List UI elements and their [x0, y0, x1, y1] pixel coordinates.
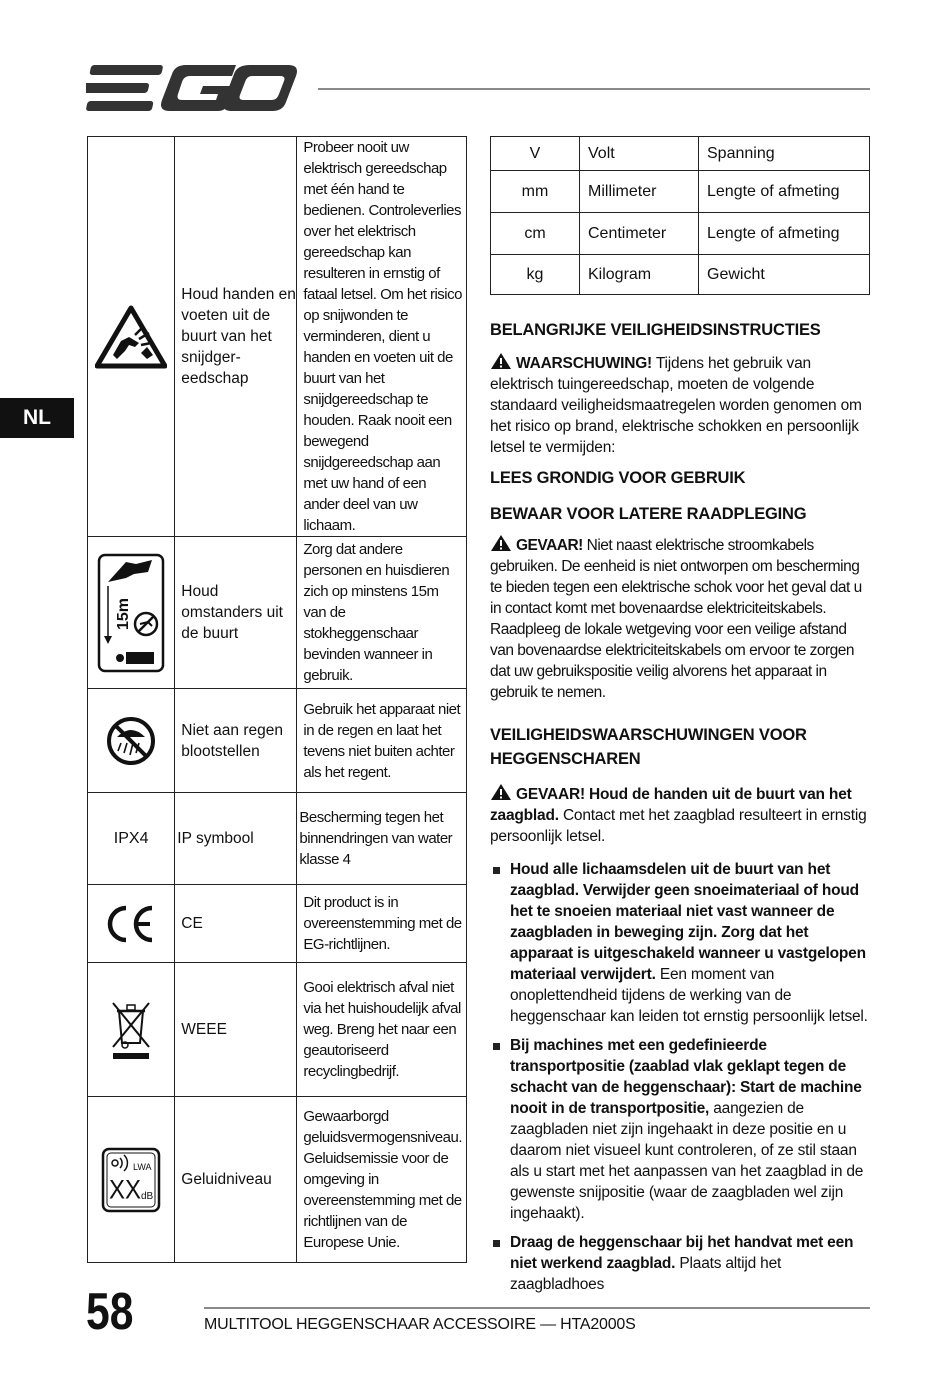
- symbol-description: Gewaarborgd geluidsvermogensniveau. Geluidsemissie voor de omgeving in overeenstemming met de richtlijnen van de Europese Unie.: [297, 1097, 467, 1263]
- symbol-name: IP symbool: [175, 793, 297, 885]
- safety-heading: BELANGRIJKE VEILIGHEIDSINSTRUCTIES: [490, 321, 821, 339]
- sound-value-label: XX: [109, 1175, 142, 1205]
- unit-name: Centimeter: [580, 213, 699, 255]
- safety-section: [490, 318, 872, 1303]
- unit-name: Millimeter: [580, 171, 699, 213]
- keep-heading: BEWAAR VOOR LATERE RAADPLEGING: [490, 505, 807, 523]
- db-unit-label: dB: [141, 1190, 154, 1202]
- warning-paragraph: [490, 352, 872, 458]
- unit-meaning: Lengte of afmeting: [699, 171, 870, 213]
- hedge-heading: VEILIGHEIDSWAARSCHUWINGEN VOOR HEGGENSCHAREN: [490, 726, 807, 768]
- read-heading: LEES GRONDIG VOOR GEBRUIK: [490, 469, 746, 487]
- table-row: [88, 963, 467, 1097]
- ce-mark-icon: [104, 904, 158, 944]
- list-item: Houd alle lichaamsdelen uit de buurt van het zaagblad. Verwijder geen snoeimateriaal of houd het te snoeien materiaal niet vast wanneer de zaagbladen in beweging zijn. Zorg dat het apparaat is uitgeschakeld wanneer u vastgelopen materiaal verwijdert. Een moment van onoplettendheid tijdens de werking van de heggenschaar kan leiden tot ernstig persoonlijk letsel.: [490, 859, 872, 1027]
- warning-label: WAARSCHUWING!: [516, 355, 653, 372]
- table-row: [88, 1097, 467, 1263]
- symbol-description: Zorg dat andere personen en huisdieren zich op minstens 15m van de stokheggenschaar bevinden wanneer in gebruik.: [297, 537, 467, 689]
- symbol-name: Niet aan regen blootstellen: [175, 689, 297, 793]
- unit-symbol: kg: [491, 255, 580, 295]
- symbol-name: Geluidniveau: [175, 1097, 297, 1263]
- symbol-description: Gooi elektrisch afval niet via het huishoudelijk afval weg. Breng het naar een geautoriseerd recyclingbedrijf.: [297, 963, 467, 1097]
- distance-label: 15m: [115, 597, 133, 630]
- table-row: [88, 689, 467, 793]
- symbol-name: Houd handen en voeten uit de buurt van het snijdger-eedschap: [175, 137, 297, 537]
- table-row: [88, 137, 467, 537]
- danger-label: GEVAAR!: [516, 537, 583, 554]
- list-item: Bij machines met een gedefinieerde transportpositie (zaablad vlak geklapt tegen de schacht van de heggenschaar): Start de machine nooit in de transportpositie, aangezien de zaagbladen niet zijn ingehaakt in deze positie en u daarom niet visueel kunt controleren, of ze stil staan als u start met het aanpassen van het zaagblad in de gewenste snijpositie (waar de zaagbladen wel zijn ingehaakt).: [490, 1035, 872, 1224]
- unit-name: Kilogram: [580, 255, 699, 295]
- ipx4-label: IPX4: [88, 793, 175, 885]
- danger-label: GEVAAR!: [516, 786, 585, 803]
- footer-title: MULTITOOL HEGGENSCHAAR ACCESSOIRE — HTA2000S: [204, 1316, 636, 1333]
- symbol-name: WEEE: [175, 963, 297, 1097]
- unit-meaning: Lengte of afmeting: [699, 213, 870, 255]
- weee-bin-icon: [109, 999, 153, 1061]
- symbol-description: Gebruik het apparaat niet in de regen en laat het tevens niet buiten achter als het regent.: [297, 689, 467, 793]
- sound-level-icon: [101, 1147, 161, 1213]
- bystander-distance-icon: [96, 552, 166, 674]
- no-rain-icon: [105, 715, 157, 767]
- header-rule: [318, 88, 870, 90]
- symbol-name: CE: [175, 885, 297, 963]
- footer-rule: [204, 1307, 870, 1309]
- danger-text: Niet naast elektrische stroomkabels gebruiken. De eenheid is niet ontworpen om bescherming te bieden tegen een elektrische schok voor het geval dat u in contact komt met bovenaardse elektriciteitskabels. Raadpleeg de lokale wetgeving voor een veilige afstand van bovenaardse elektriciteitskabels om ervoor te zorgen dat uw gebruikspositie veilig alvorens het apparaat in gebruik te nemen.: [490, 537, 862, 701]
- language-tab: NL: [0, 398, 74, 438]
- table-row: [491, 137, 870, 171]
- unit-name: Volt: [580, 137, 699, 171]
- unit-symbol: mm: [491, 171, 580, 213]
- ego-logo: [86, 62, 298, 114]
- danger-paragraph-2: [490, 783, 872, 847]
- unit-meaning: Spanning: [699, 137, 870, 171]
- table-row: [88, 537, 467, 689]
- table-row: [88, 793, 467, 885]
- table-row: [491, 255, 870, 295]
- symbol-description: Dit product is in overeenstemming met de EG-richtlijnen.: [297, 885, 467, 963]
- danger-bold-text: Houd de handen uit de buurt van het zaagblad.: [490, 786, 852, 824]
- warning-text: Tijdens het gebruik van elektrisch tuingereedschap, moeten de volgende standaard veiligheidsmaatregelen worden genomen om het risico op brand, elektrische schokken en persoonlijk letsel te vermijden:: [490, 355, 862, 456]
- danger-text: Contact met het zaagblad resulteert in ernstig persoonlijk letsel.: [490, 807, 867, 845]
- warning-triangle-icon: [490, 352, 512, 370]
- symbol-description: Bescherming tegen het binnendringen van water klasse 4: [297, 793, 467, 885]
- table-row: [88, 885, 467, 963]
- symbol-description: Probeer nooit uw elektrisch gereedschap met één hand te bedienen. Controleverlies over het elektrisch gereedschap kan resulteren in ernstig of fataal letsel. Om het risico op snijwonden te verminderen, dient u handen en voeten uit de buurt van het snijdgereedschap te houden. Raak nooit een bewegend snijdgereedschap aan met uw hand of een ander deel van uw lichaam.: [297, 137, 467, 537]
- danger-paragraph: [490, 534, 872, 703]
- lwa-label: LWA: [133, 1161, 152, 1172]
- warning-triangle-icon: [490, 534, 512, 552]
- unit-meaning: Gewicht: [699, 255, 870, 295]
- warning-triangle-icon: [490, 783, 512, 801]
- safety-bullet-list: [490, 859, 872, 1295]
- table-row: [491, 213, 870, 255]
- table-row: [491, 171, 870, 213]
- unit-symbol: V: [491, 137, 580, 171]
- symbol-name: Houd omstanders uit de buurt: [175, 537, 297, 689]
- hand-cut-warning-icon: [95, 305, 167, 369]
- unit-symbol: cm: [491, 213, 580, 255]
- symbol-table: [87, 136, 467, 1263]
- unit-table: [490, 136, 870, 295]
- list-item: Draag de heggenschaar bij het handvat met een niet werkend zaagblad. Plaats altijd het zaagbladhoes: [490, 1232, 872, 1295]
- page-number: 58: [86, 1283, 134, 1341]
